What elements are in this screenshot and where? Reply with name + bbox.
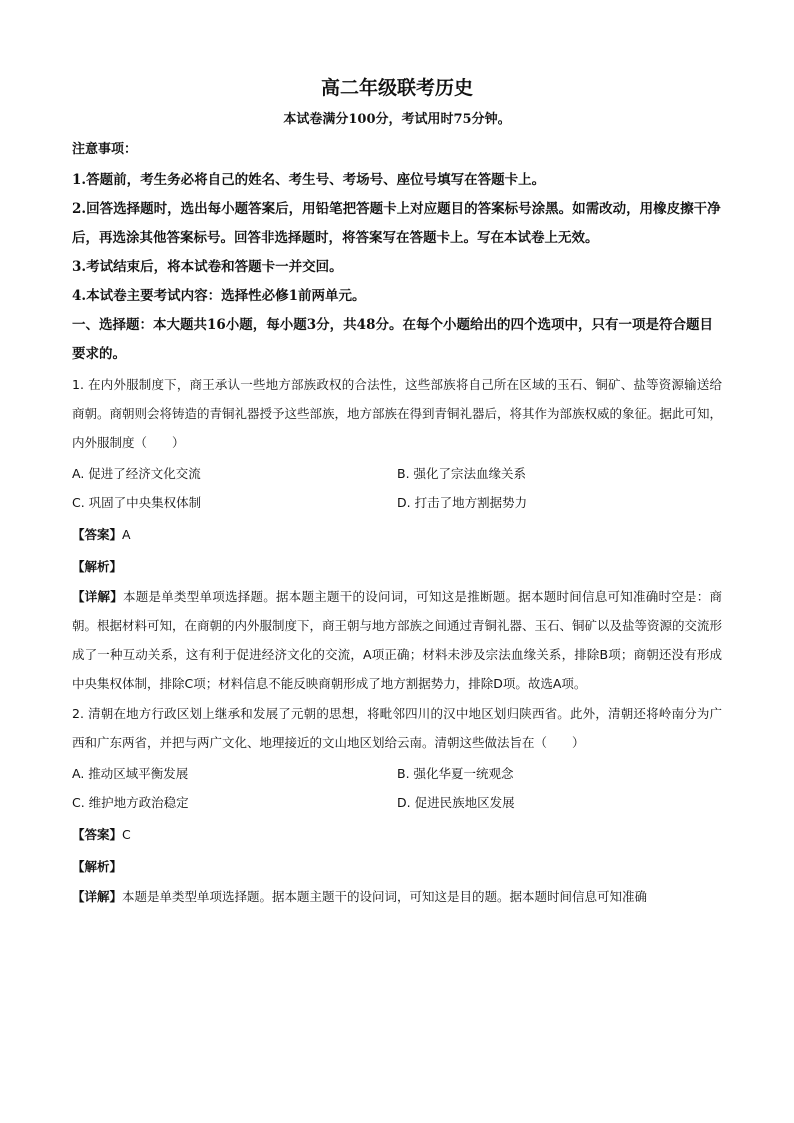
option-d: D. 打击了地方割据势力 <box>397 495 528 510</box>
question-2-options <box>72 759 722 817</box>
question-1-analysis <box>72 552 722 581</box>
option-c: C. 巩固了中央集权体制 <box>72 495 202 510</box>
question-1-answer <box>72 520 722 549</box>
option-c: C. 维护地方政治稳定 <box>72 795 189 810</box>
answer-label: 【答案】 <box>72 827 123 842</box>
notice-heading: 注意事项： <box>72 142 138 157</box>
question-2-analysis <box>72 852 722 881</box>
notice-item-2: 2.回答选择题时，选出每小题答案后，用铅笔把答题卡上对应题目的答案标号涂黑。如需改动，用橡皮擦干净后，再选涂其他答案标号。回答非选择题时，将答案写在答题卡上。写在本试卷上无效。 <box>72 201 721 246</box>
option-a: A. 推动区域平衡发展 <box>72 766 189 781</box>
analysis-label: 【解析】 <box>72 859 123 874</box>
option-d: D. 促进民族地区发展 <box>397 795 515 810</box>
question-2-detail <box>72 882 722 911</box>
notice-list <box>72 166 722 311</box>
page-title: 高二年级联考历史 <box>320 77 473 99</box>
answer-label: 【答案】 <box>72 527 123 542</box>
question-1-options <box>72 459 722 517</box>
question-1-stem: 1. 在内外服制度下，商王承认一些地方部族政权的合法性，这些部族将自己所在区域的玉石、铜矿、盐等资源输送给商朝。商朝则会将铸造的青铜礼器授予这些部族，地方部族在得到青铜礼器后，将其作为部族权威的象征。据此可知，内外服制度（ ） <box>72 377 723 450</box>
option-a: A. 促进了经济文化交流 <box>72 466 201 481</box>
option-b: B. 强化了宗法血缘关系 <box>397 466 527 481</box>
analysis-label: 【解析】 <box>72 559 123 574</box>
notice-item-4: 4.本试卷主要考试内容：选择性必修1前两单元。 <box>72 288 366 304</box>
question-1-detail <box>72 582 722 698</box>
notice-item-3: 3.考试结束后，将本试卷和答题卡一并交回。 <box>72 259 343 275</box>
question-2-stem: 2. 清朝在地方行政区划上继承和发展了元朝的思想，将毗邻四川的汉中地区划归陕西省。此外，清朝还将岭南分为广西和广东两省，并把与两广文化、地理接近的文山地区划给云南。清朝这些做法旨在（ ） <box>72 706 722 750</box>
answer-value: C <box>122 827 131 842</box>
section-heading: 一、选择题：本大题共16小题，每小题3分，共48分。在每个小题给出的四个选项中，只有一项是符合题目要求的。 <box>72 317 713 362</box>
notice-item-1: 1.答题前，考生务必将自己的姓名、考生号、考场号、座位号填写在答题卡上。 <box>72 172 546 188</box>
answer-value: A <box>122 527 131 542</box>
detail-label: 【详解】 <box>72 589 123 604</box>
detail-text: 本题是单类型单项选择题。据本题主题干的设问词，可知这是推断题。据本题时间信息可知准确时空是：商朝。根据材料可知，在商朝的内外服制度下，商王朝与地方部族之间通过青铜礼器、玉石、铜矿以及盐等资源的交流形成了一种互动关系，这有利于促进经济文化的交流，A项正确；材料未涉及宗法血缘关系，排除B项；商朝还没有形成中央集权体制，排除C项；材料信息不能反映商朝形成了地方割据势力，排除D项。故选A项。 <box>72 589 723 691</box>
exam-info: 本试卷满分100分，考试用时75分钟。 <box>283 112 511 127</box>
option-b: B. 强化华夏一统观念 <box>397 766 514 781</box>
detail-label: 【详解】 <box>72 889 123 904</box>
detail-text: 本题是单类型单项选择题。据本题主题干的设问词，可知这是目的题。据本题时间信息可知准确 <box>122 889 648 904</box>
question-2-answer <box>72 820 722 849</box>
